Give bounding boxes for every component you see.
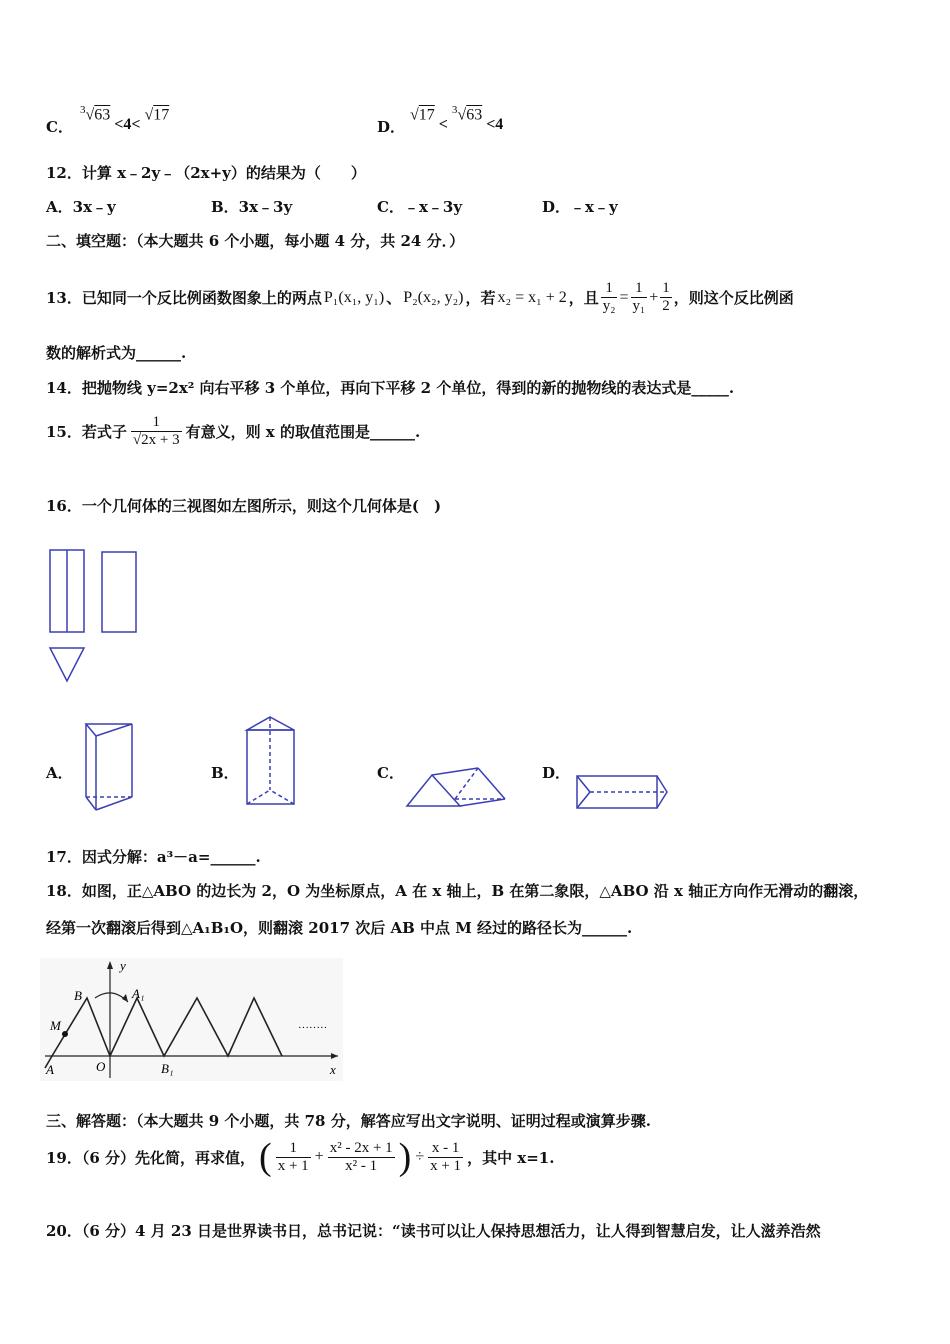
root-index: 3: [80, 104, 86, 116]
right-paren: ): [398, 1136, 412, 1178]
q16-stem: 16．一个几何体的三视图如左图所示，则这个几何体是( ): [46, 497, 442, 515]
denominator: 2x + 3: [141, 432, 180, 448]
separator: 、: [386, 289, 402, 307]
fraction-1-over-x-plus-1: [276, 1140, 311, 1175]
label-m: M: [50, 1018, 61, 1033]
q12-option-b[interactable]: B．3x﹣3y: [211, 198, 293, 216]
label-o: O: [96, 1059, 106, 1074]
label-x: x: [330, 1062, 336, 1077]
point-p1: P₁(x₁, y₁): [323, 288, 385, 306]
q14-text: 14．把抛物线 y=2x² 向右平移 3 个单位，再向下平移 2 个单位，得到的新的抛物线的表达式是_____.: [46, 379, 735, 397]
numerator: 1: [662, 280, 670, 296]
q13-lead: 13．已知同一个反比例函数图象上的两点: [46, 289, 322, 307]
numerator: 1: [152, 414, 160, 430]
q12-option-a[interactable]: A．3x﹣y: [46, 198, 116, 216]
label-b1: B₁: [161, 1061, 174, 1076]
radicand: 63: [94, 106, 111, 124]
denominator: y₂: [602, 298, 616, 314]
q19-tail: ，其中 x=1.: [467, 1148, 555, 1167]
denominator: y₁: [632, 298, 646, 314]
radical-sign: √: [457, 106, 467, 124]
q16-option-c[interactable]: C．: [377, 764, 404, 782]
figure-background: [40, 958, 343, 1081]
q16-option-d[interactable]: D．: [542, 764, 571, 782]
inequality: <: [438, 116, 448, 134]
q18-line2: 经第一次翻滚后得到△A₁B₁O，则翻滚 2017 次后 AB 中点 M 经过的路径长为______.: [46, 919, 633, 937]
option-c-figure: [407, 768, 505, 806]
radicand: 17: [418, 106, 435, 124]
point-p2: P₂(x₂, y₂): [403, 288, 464, 306]
q13-if: ，若: [465, 289, 496, 307]
left-paren: (: [259, 1136, 272, 1178]
side-view: [102, 552, 136, 632]
root-index: 3: [451, 104, 458, 116]
option-d-figure: [577, 776, 667, 808]
inequality: <4<: [114, 116, 141, 134]
rolling-triangle-figure: [40, 958, 345, 1083]
q12-option-d[interactable]: D．﹣x﹣y: [542, 198, 618, 216]
fraction-quadratic: [328, 1140, 395, 1175]
condition-x: x₂ = x₁ + 2: [497, 288, 567, 306]
option-b-figure: [247, 717, 294, 804]
q12-option-c[interactable]: C．﹣x﹣3y: [377, 198, 463, 216]
numerator: 1: [276, 1140, 311, 1158]
inequality: <4: [486, 116, 504, 134]
label-y: y: [120, 958, 126, 973]
option-label: C．: [46, 118, 73, 136]
plus: +: [314, 1148, 324, 1165]
option-label: D．: [377, 118, 406, 136]
denominator: 2: [662, 298, 670, 314]
q19-line: [46, 1138, 554, 1176]
q15-lead: 15．若式子: [46, 423, 127, 441]
q13-line2: 数的解析式为______.: [46, 344, 187, 362]
q12-stem: 12．计算 x﹣2y﹣（2x+y）的结果为（ ）: [46, 164, 366, 182]
top-view: [50, 648, 84, 681]
q16-option-a[interactable]: A．: [46, 764, 73, 782]
denominator: x + 1: [277, 1157, 309, 1174]
q15-tail: 有意义，则 x 的取值范围是______.: [185, 423, 421, 441]
radicand: 17: [153, 106, 170, 124]
q13-and: ，且: [568, 289, 599, 307]
option-a-figure: [86, 724, 132, 810]
label-a: A: [46, 1062, 54, 1077]
label-b: B: [74, 988, 82, 1003]
denominator: x² - 1: [345, 1157, 378, 1174]
radical-sign: √: [85, 106, 95, 124]
radical-sign: √: [410, 106, 419, 124]
numerator: 1: [631, 280, 648, 298]
label-a1: A₁: [132, 986, 145, 1001]
q19-lead: 19．（6 分）先化简，再求值，: [46, 1148, 256, 1167]
radical-sign: √: [144, 106, 154, 124]
point-m: [62, 1031, 68, 1037]
q18-line1: 18．如图，正△ABO 的边长为 2，O 为坐标原点，A 在 x 轴上，B 在第二象限，△ABO 沿 x 轴正方向作无滑动的翻滚，: [46, 882, 869, 900]
section-2-heading: 二、填空题：（本大题共 6 个小题，每小题 4 分，共 24 分．）: [46, 232, 465, 250]
numerator: 1: [601, 280, 618, 298]
plus: +: [649, 288, 659, 306]
q13-tail: ，则这个反比例函: [673, 289, 794, 307]
divide: ÷: [415, 1148, 425, 1165]
fraction-x-minus-1: [428, 1140, 463, 1175]
q20-text: 20．（6 分）4 月 23 日是世界读书日，总书记说：“读书可以让人保持思想活力，让人得到智慧启发，让人滋养浩然: [46, 1222, 821, 1240]
equals: =: [619, 288, 629, 306]
continuation-dots: ········: [298, 1022, 328, 1034]
q16-option-b[interactable]: B．: [211, 764, 239, 782]
numerator: x - 1: [428, 1140, 463, 1158]
radicand: 63: [466, 106, 483, 124]
section-3-heading: 三、解答题：（本大题共 9 个小题，共 78 分，解答应写出文字说明、证明过程或演算步骤.: [46, 1112, 651, 1130]
denominator: x + 1: [430, 1157, 462, 1174]
numerator: x² - 2x + 1: [329, 1139, 393, 1156]
radical-sign: √: [132, 432, 142, 448]
q17-text: 17．因式分解：a³－a=______.: [46, 848, 261, 866]
